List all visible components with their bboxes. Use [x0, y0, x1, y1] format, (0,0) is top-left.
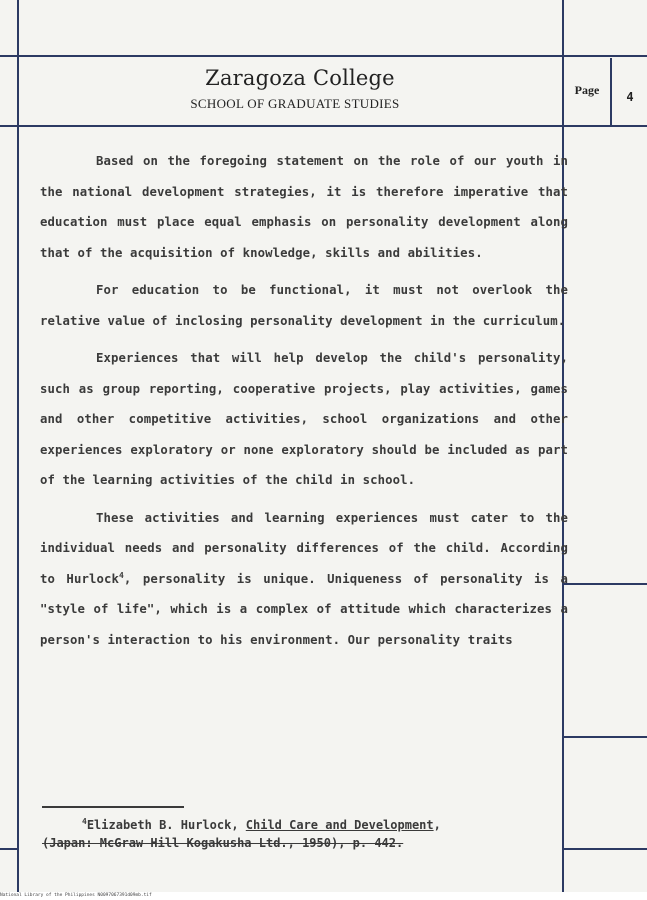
paragraph-3: Experiences that will help develop the child's personality, such as group reporting, cooperative projects, play activities, games and other competitive activities, school organizations and other experiences exploratory or none exploratory should be included as part of the learning activities of the child in school.	[40, 351, 568, 487]
paragraph-4-start: These activities and learning experiences must cater to the individual needs and personality differences of the child. According to Hurlock	[40, 510, 568, 586]
paragraph-4	[40, 503, 568, 656]
footnote-citation	[42, 816, 562, 834]
page-box-divider	[610, 58, 612, 126]
paragraph-4-end: , personality is unique. Uniqueness of personality is a "style of life", which is a complex of attitude which characterizes a person's interaction to his environment. Our personality traits	[40, 571, 568, 647]
footnote-publisher: (Japan: McGraw Hill Kogakusha Ltd., 1950), p. 442.	[42, 836, 404, 850]
school-name: SCHOOL OF GRADUATE STUDIES	[190, 96, 400, 111]
footnote-marker: 4	[82, 817, 87, 826]
margin-tick-left	[0, 848, 18, 850]
page-label: Page	[574, 83, 600, 97]
margin-tick-right	[564, 736, 647, 738]
margin-tick-right	[564, 583, 647, 585]
left-margin-rule	[17, 0, 19, 892]
paragraph-1: Based on the foregoing statement on the role of our youth in the national development strategies, it is therefore imperative that education must place equal emphasis on personality development along that of the acquisition of knowledge, skills and abilities.	[40, 154, 568, 260]
footnote	[42, 816, 562, 852]
page-number: 4	[626, 90, 634, 104]
footnote-author: Elizabeth B. Hurlock,	[86, 818, 246, 832]
scan-credit: National Library of the Philippines N0097067391d09mb.tif	[0, 893, 152, 898]
header-bottom-rule	[0, 125, 647, 127]
body-text	[40, 146, 568, 662]
margin-tick-right	[564, 848, 647, 850]
college-name: Zaragoza College	[205, 66, 395, 90]
footnote-title: Child Care and Development	[245, 818, 434, 832]
footnote-rule	[42, 806, 184, 808]
footnote-title-end: ,	[433, 818, 441, 832]
footnote-reference: 4	[118, 570, 124, 580]
header-top-rule	[0, 55, 647, 57]
paragraph-2: For education to be functional, it must not overlook the relative value of inclosing personality development in the curriculum.	[40, 283, 568, 328]
